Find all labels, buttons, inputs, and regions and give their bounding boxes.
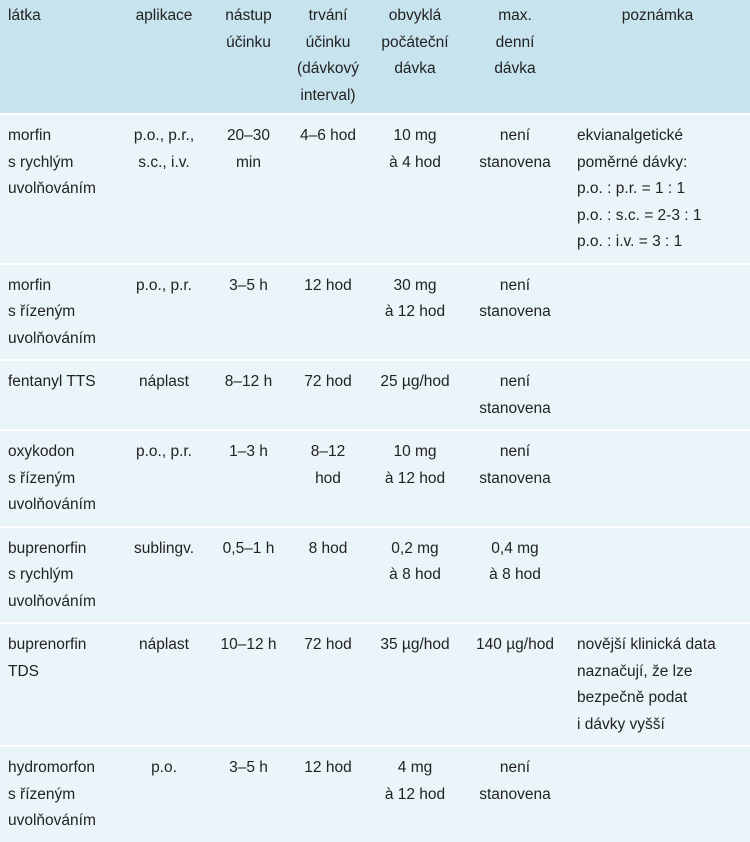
cell-latka: oxykodon s řízeným uvolňováním xyxy=(8,443,96,513)
cell-aplikace: náplast xyxy=(139,636,189,653)
table-row xyxy=(0,623,750,746)
cell-pocatecni-davka: 10 mg à 12 hod xyxy=(384,443,446,487)
cell-max-davka: 0,4 mg à 8 hod xyxy=(489,539,541,583)
cell-nastup: 3–5 h xyxy=(229,759,268,776)
cell-trvani: 72 hod xyxy=(304,636,352,653)
cell-max-davka: není stanovena xyxy=(479,759,551,803)
cell-poznamka xyxy=(565,430,750,527)
cell-trvani: 12 hod xyxy=(304,759,352,776)
cell-poznamka xyxy=(565,527,750,624)
cell-latka: hydromorfon s řízeným uvolňováním xyxy=(8,759,96,829)
cell-poznamka: ekvianalgetické poměrné dávky: p.o. : p.r. = 1 : 1 p.o. : s.c. = 2-3 : 1 p.o. : i.v. = 3 : 1 xyxy=(577,127,702,250)
table-row xyxy=(0,527,750,624)
header-max-denni-davka: max. denní dávka xyxy=(494,7,536,77)
table-row xyxy=(0,264,750,361)
header-nastup-ucinku: nástup účinku xyxy=(225,7,272,51)
cell-max-davka: není stanovena xyxy=(479,276,551,320)
cell-aplikace: p.o., p.r., s.c., i.v. xyxy=(133,127,195,171)
cell-nastup: 10–12 h xyxy=(220,636,277,653)
cell-pocatecni-davka: 10 mg à 4 hod xyxy=(389,127,441,171)
cell-aplikace: náplast xyxy=(139,373,189,390)
cell-max-davka: 140 µg/hod xyxy=(476,636,554,653)
header-pocatecni-davka: obvyklá počáteční dávka xyxy=(381,7,449,77)
cell-aplikace: sublingv. xyxy=(133,539,195,557)
cell-latka: morfin s řízeným uvolňováním xyxy=(8,276,96,347)
table-row xyxy=(0,114,750,264)
cell-max-davka: není stanovena xyxy=(479,373,551,417)
table-row xyxy=(0,430,750,527)
cell-pocatecni-davka: 35 µg/hod xyxy=(380,636,450,653)
cell-pocatecni-davka: 4 mg à 12 hod xyxy=(384,759,446,803)
cell-poznamka xyxy=(565,264,750,361)
cell-pocatecni-davka: 30 mg à 12 hod xyxy=(384,276,446,320)
cell-aplikace: p.o. xyxy=(151,759,177,776)
cell-latka: buprenorfin s rychlým uvolňováním xyxy=(8,539,96,610)
header-poznamka: poznámka xyxy=(621,7,694,24)
cell-nastup: 1–3 h xyxy=(229,443,268,460)
cell-poznamka xyxy=(565,360,750,430)
cell-max-davka: není stanovena xyxy=(479,127,551,171)
cell-trvani: 4–6 hod xyxy=(299,127,357,144)
table-header xyxy=(0,0,750,114)
header-latka: látka xyxy=(8,7,41,24)
table-row xyxy=(0,360,750,430)
cell-nastup: 3–5 h xyxy=(229,276,268,294)
cell-poznamka: novější klinická data naznačují, že lze bezpečně podat i dávky vyšší xyxy=(577,636,716,733)
cell-aplikace: p.o., p.r. xyxy=(135,443,192,460)
cell-aplikace: p.o., p.r. xyxy=(135,276,192,294)
cell-latka: fentanyl TTS xyxy=(8,373,96,390)
cell-latka: morfin s rychlým uvolňováním xyxy=(8,127,96,197)
cell-pocatecni-davka: 0,2 mg à 8 hod xyxy=(389,539,441,583)
cell-trvani: 8 hod xyxy=(308,539,348,557)
header-row xyxy=(0,0,750,114)
header-trvani-ucinku: trvání účinku (dávkový interval) xyxy=(296,7,360,104)
header-aplikace: aplikace xyxy=(135,7,193,24)
cell-poznamka xyxy=(565,746,750,842)
table-body xyxy=(0,114,750,842)
cell-pocatecni-davka: 25 µg/hod xyxy=(380,373,450,390)
cell-nastup: 8–12 h xyxy=(224,373,273,390)
cell-trvani: 72 hod xyxy=(304,373,352,390)
table-row xyxy=(0,746,750,842)
cell-max-davka: není stanovena xyxy=(479,443,551,487)
cell-latka: buprenorfin TDS xyxy=(8,636,87,680)
cell-trvani: 8–12 hod xyxy=(310,443,346,487)
cell-nastup: 0,5–1 h xyxy=(222,539,275,557)
cell-nastup: 20–30 min xyxy=(226,127,271,171)
cell-trvani: 12 hod xyxy=(304,276,352,294)
